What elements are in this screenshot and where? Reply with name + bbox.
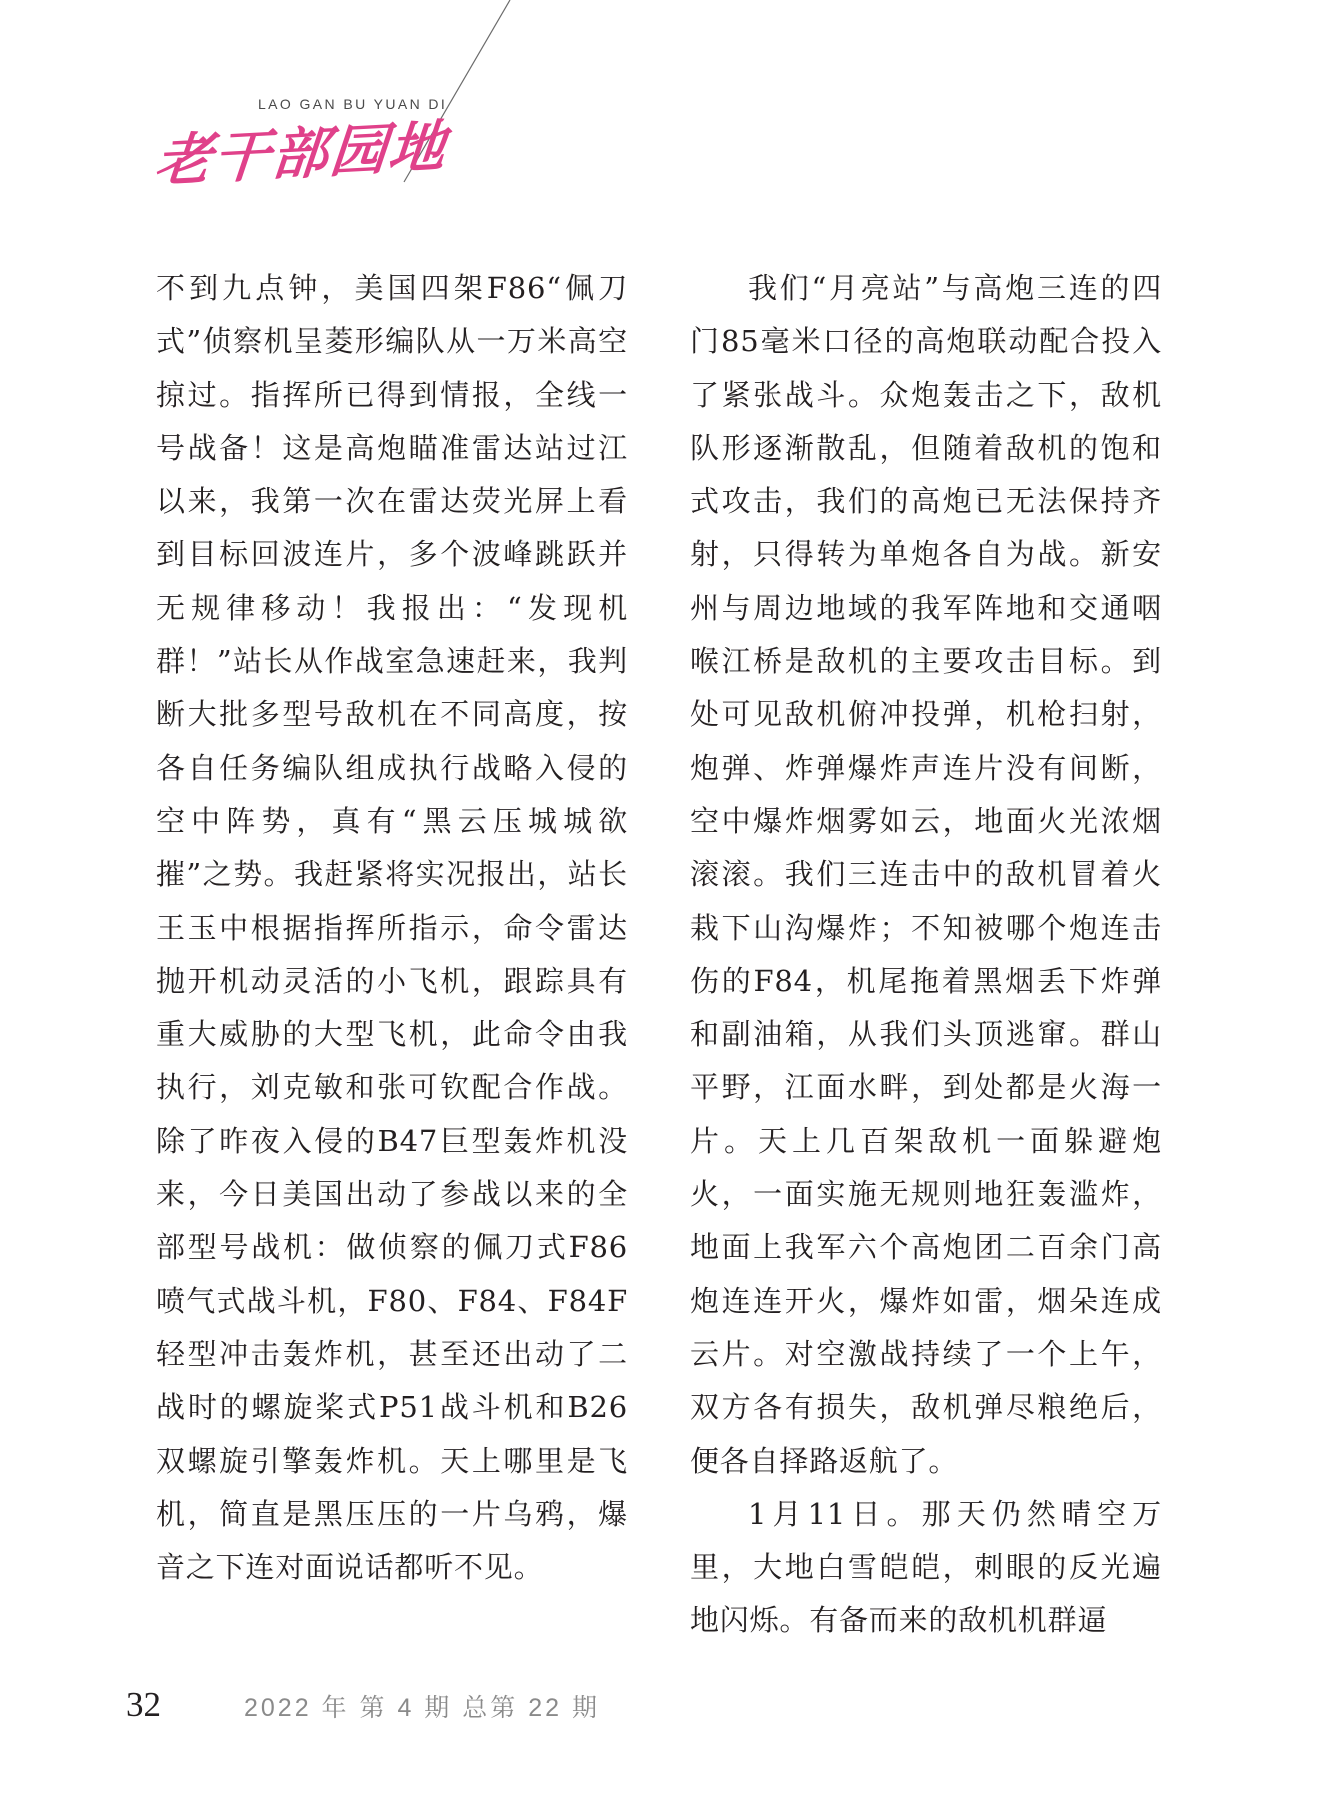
issue-info: 2022 年 第 4 期 总第 22 期	[244, 1694, 600, 1722]
article-left-column	[156, 262, 628, 1594]
article-paragraph: 1月11日。那天仍然晴空万里，大地白雪皑皑，刺眼的反光遍地闪烁。有备而来的敌机机群逼	[690, 1496, 1162, 1638]
page-number: 32	[126, 1685, 161, 1724]
article-paragraph: 我们“月亮站”与高炮三连的四门85毫米口径的高炮联动配合投入了紧张战斗。众炮轰击之下，敌机队形逐渐散乱，但随着敌机的饱和式攻击，我们的高炮已无法保持齐射，只得转为单炮各自为战。新安州与周边地域的我军阵地和交通咽喉江桥是敌机的主要攻击目标。到处可见敌机俯冲投弹，机枪扫射，炮弹、炸弹爆炸声连片没有间断，空中爆炸烟雾如云，地面火光浓烟滚滚。我们三连击中的敌机冒着火栽下山沟爆炸；不知被哪个炮连击伤的F84，机尾拖着黑烟丢下炸弹和副油箱，从我们头顶逃窜。群山平野，江面水畔，到处都是火海一片。天上几百架敌机一面躲避炮火，一面实施无规则地狂轰滥炸，地面上我军六个高炮团二百余门高炮连连开火，爆炸如雷，烟朵连成云片。对空激战持续了一个上午，双方各有损失，敌机弹尽粮绝后，便各自择路返航了。	[690, 271, 1162, 1478]
article-right-column	[690, 262, 1162, 1648]
article-paragraph: 不到九点钟，美国四架F86“佩刀式”侦察机呈菱形编队从一万米高空掠过。指挥所已得到情报，全线一号战备！这是高炮瞄准雷达站过江以来，我第一次在雷达荧光屏上看到目标回波连片，多个波峰跳跃并无规律移动！我报出：“发现机群！”站长从作战室急速赶来，我判断大批多型号敌机在不同高度，按各自任务编队组成执行战略入侵的空中阵势，真有“黑云压城城欲摧”之势。我赶紧将实况报出，站长王玉中根据指挥所指示，命令雷达抛开机动灵活的小飞机，跟踪具有重大威胁的大型飞机，此命令由我执行，刘克敏和张可钦配合作战。除了昨夜入侵的B47巨型轰炸机没来，今日美国出动了参战以来的全部型号战机：做侦察的佩刀式F86喷气式战斗机，F80、F84、F84F轻型冲击轰炸机，甚至还出动了二战时的螺旋桨式P51战斗机和B26双螺旋引擎轰炸机。天上哪里是飞机，简直是黑压压的一片乌鸦，爆音之下连对面说话都听不见。	[156, 271, 628, 1585]
column-name-pinyin: LAO GAN BU YUAN DI	[258, 96, 448, 112]
column-name-title: 老干部园地	[152, 113, 450, 195]
